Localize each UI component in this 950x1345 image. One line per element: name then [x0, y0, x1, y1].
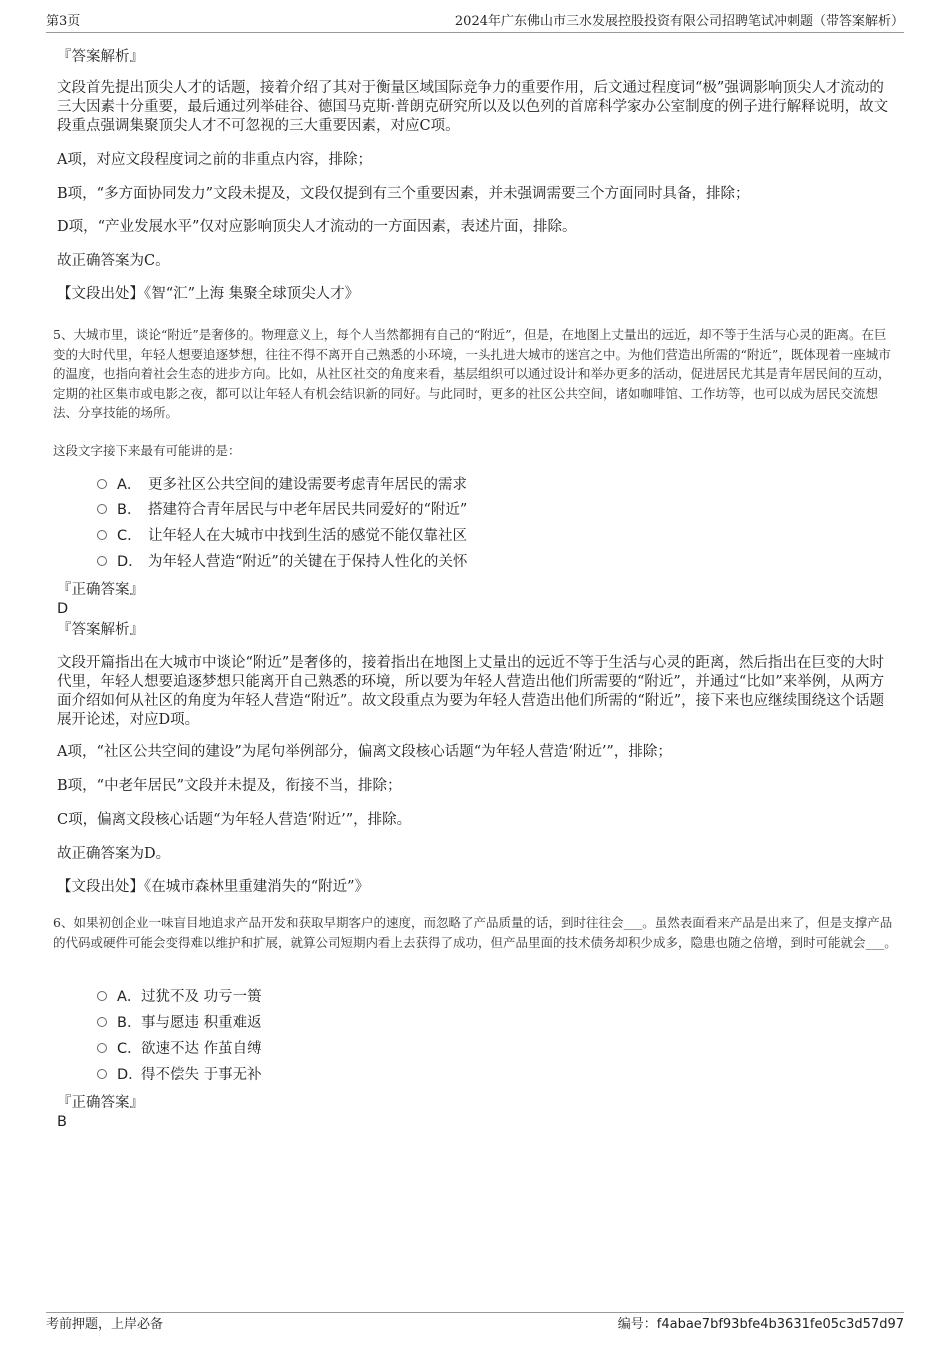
q5-conclusion: 故正确答案为D。 — [57, 846, 171, 862]
radio-icon[interactable] — [97, 556, 107, 566]
q4-note-b: B项，“多方面协同发力”文段未提及，文段仅提到有三个重要因素，并未强调需要三个方面同时具备，排除； — [57, 186, 750, 202]
q5-option-d[interactable]: D． 为年轻人营造“附近”的关键在于保持人性化的关怀 — [97, 552, 467, 572]
footer-slogan: 考前押题，上岸必备 — [46, 1317, 164, 1332]
document-title: 2024年广东佛山市三水发展控股投资有限公司招聘笔试冲刺题（带答案解析） — [454, 14, 904, 29]
page-header — [46, 12, 904, 33]
page-number: 第3页 — [46, 14, 81, 29]
q4-note-a: A项，对应文段程度词之前的非重点内容，排除； — [57, 152, 372, 168]
q5-option-c[interactable]: C． 让年轻人在大城市中找到生活的感觉不能仅靠社区 — [97, 526, 467, 546]
radio-icon[interactable] — [97, 504, 107, 514]
q5-option-a[interactable]: A． 更多社区公共空间的建设需要考虑青年居民的需求 — [97, 475, 467, 495]
q4-analysis-heading: 『答案解析』 — [57, 49, 144, 65]
radio-icon[interactable] — [97, 1017, 107, 1027]
radio-icon[interactable] — [97, 1043, 107, 1053]
q5-note-b: B项，“中老年居民”文段并未提及，衔接不当，排除； — [57, 778, 402, 794]
q5-option-b[interactable]: B． 搭建符合青年居民与中老年居民共同爱好的“附近” — [97, 500, 467, 520]
q6-stem: 6、如果初创企业一味盲目地追求产品开发和获取早期客户的速度，而忽略了产品质量的话，到时往往会___。虽然表面看来产品是出来了，但是支撑产品的代码或硬件可能会变得难以维护和扩展，就算公司短期内看上去获得了成功，但产品里面的技术债务却积少成多，隐患也随之倍增，到时可能就会___。 — [53, 915, 897, 950]
radio-icon[interactable] — [97, 1069, 107, 1079]
q4-analysis-text: 文段首先提出顶尖人才的话题，接着介绍了其对于衡量区域国际竞争力的重要作用，后文通过程度词“极”强调影响顶尖人才流动的三大因素十分重要，最后通过列举硅谷、德国马克斯·普朗克研究所以及以色列的首席科学家办公室制度的例子进行解释说明，故文段重点强调集聚顶尖人才不可忽视的三大重要因素，对应C项。 — [57, 80, 889, 134]
q4-source: 【文段出处】《智“汇”上海 集聚全球顶尖人才》 — [57, 286, 360, 302]
q5-stem: 5、大城市里，谈论“附近”是奢侈的。物理意义上，每个人当然都拥有自己的“附近”，但是，在地图上丈量出的远近，却不等于生活与心灵的距离。在巨变的大时代里，年轻人想要追逐梦想，往往不得不离开自己熟悉的小环境，一头扎进大城市的迷宫之中。为他们营造出所需的“附近”，既体现着一座城市的温度，也指向着社会生态的进步方向。比如，从社区社交的角度来看，基层组织可以通过设计和举办更多的活动，促进居民尤其是青年居民间的互动，定期的社区集市或电影之夜，都可以让年轻人有机会结识新的同好。与此同时，更多的社区公共空间，诸如咖啡馆、工作坊等，也可以成为居民交流想法、分享技能的场所。 — [53, 327, 891, 420]
q5-analysis-heading: 『答案解析』 — [57, 622, 144, 638]
document-code: 编号：f4abae7bf93bfe4b3631fe05c3d57d97 — [617, 1317, 904, 1332]
q6-option-d[interactable]: D．得不偿失 于事无补 — [97, 1065, 262, 1085]
q6-option-b[interactable]: B．事与愿违 积重难返 — [97, 1013, 262, 1033]
q6-option-c[interactable]: C．欲速不达 作茧自缚 — [97, 1039, 262, 1059]
q5-note-c: C项，偏离文段核心话题“为年轻人营造‘附近’”，排除。 — [57, 812, 412, 828]
q5-note-a: A项，“社区公共空间的建设”为尾句举例部分，偏离文段核心话题“为年轻人营造‘附近’”，排除； — [57, 744, 672, 760]
q6-option-a[interactable]: A．过犹不及 功亏一篑 — [97, 987, 262, 1007]
q5-prompt: 这段文字接下来最有可能讲的是： — [53, 443, 241, 458]
q5-answer-heading: 『正确答案』 — [57, 582, 144, 598]
radio-icon[interactable] — [97, 479, 107, 489]
radio-icon[interactable] — [97, 991, 107, 1001]
page-footer — [46, 1312, 904, 1333]
q6-answer-heading: 『正确答案』 — [57, 1095, 144, 1111]
q4-note-d: D项，“产业发展水平”仅对应影响顶尖人才流动的一方面因素，表述片面，排除。 — [57, 219, 577, 235]
q5-source: 【文段出处】《在城市森林里重建消失的“附近”》 — [57, 879, 370, 895]
q5-analysis-text: 文段开篇指出在大城市中谈论“附近”是奢侈的，接着指出在地图上丈量出的远近不等于生活与心灵的距离，然后指出在巨变的大时代里，年轻人想要追逐梦想只能离开自己熟悉的环境，所以要为年轻人营造出他们所需要的“附近”，并通过“比如”来举例，从两方面介绍如何从社区的角度为年轻人营造“附近”。故文段重点为要为年轻人营造出他们所需的“附近”，接下来也应继续围绕这个话题展开论述，对应D项。 — [57, 655, 885, 728]
q6-answer: B — [57, 1114, 67, 1130]
q4-conclusion: 故正确答案为C。 — [57, 253, 170, 269]
q5-answer: D — [57, 601, 69, 617]
radio-icon[interactable] — [97, 530, 107, 540]
